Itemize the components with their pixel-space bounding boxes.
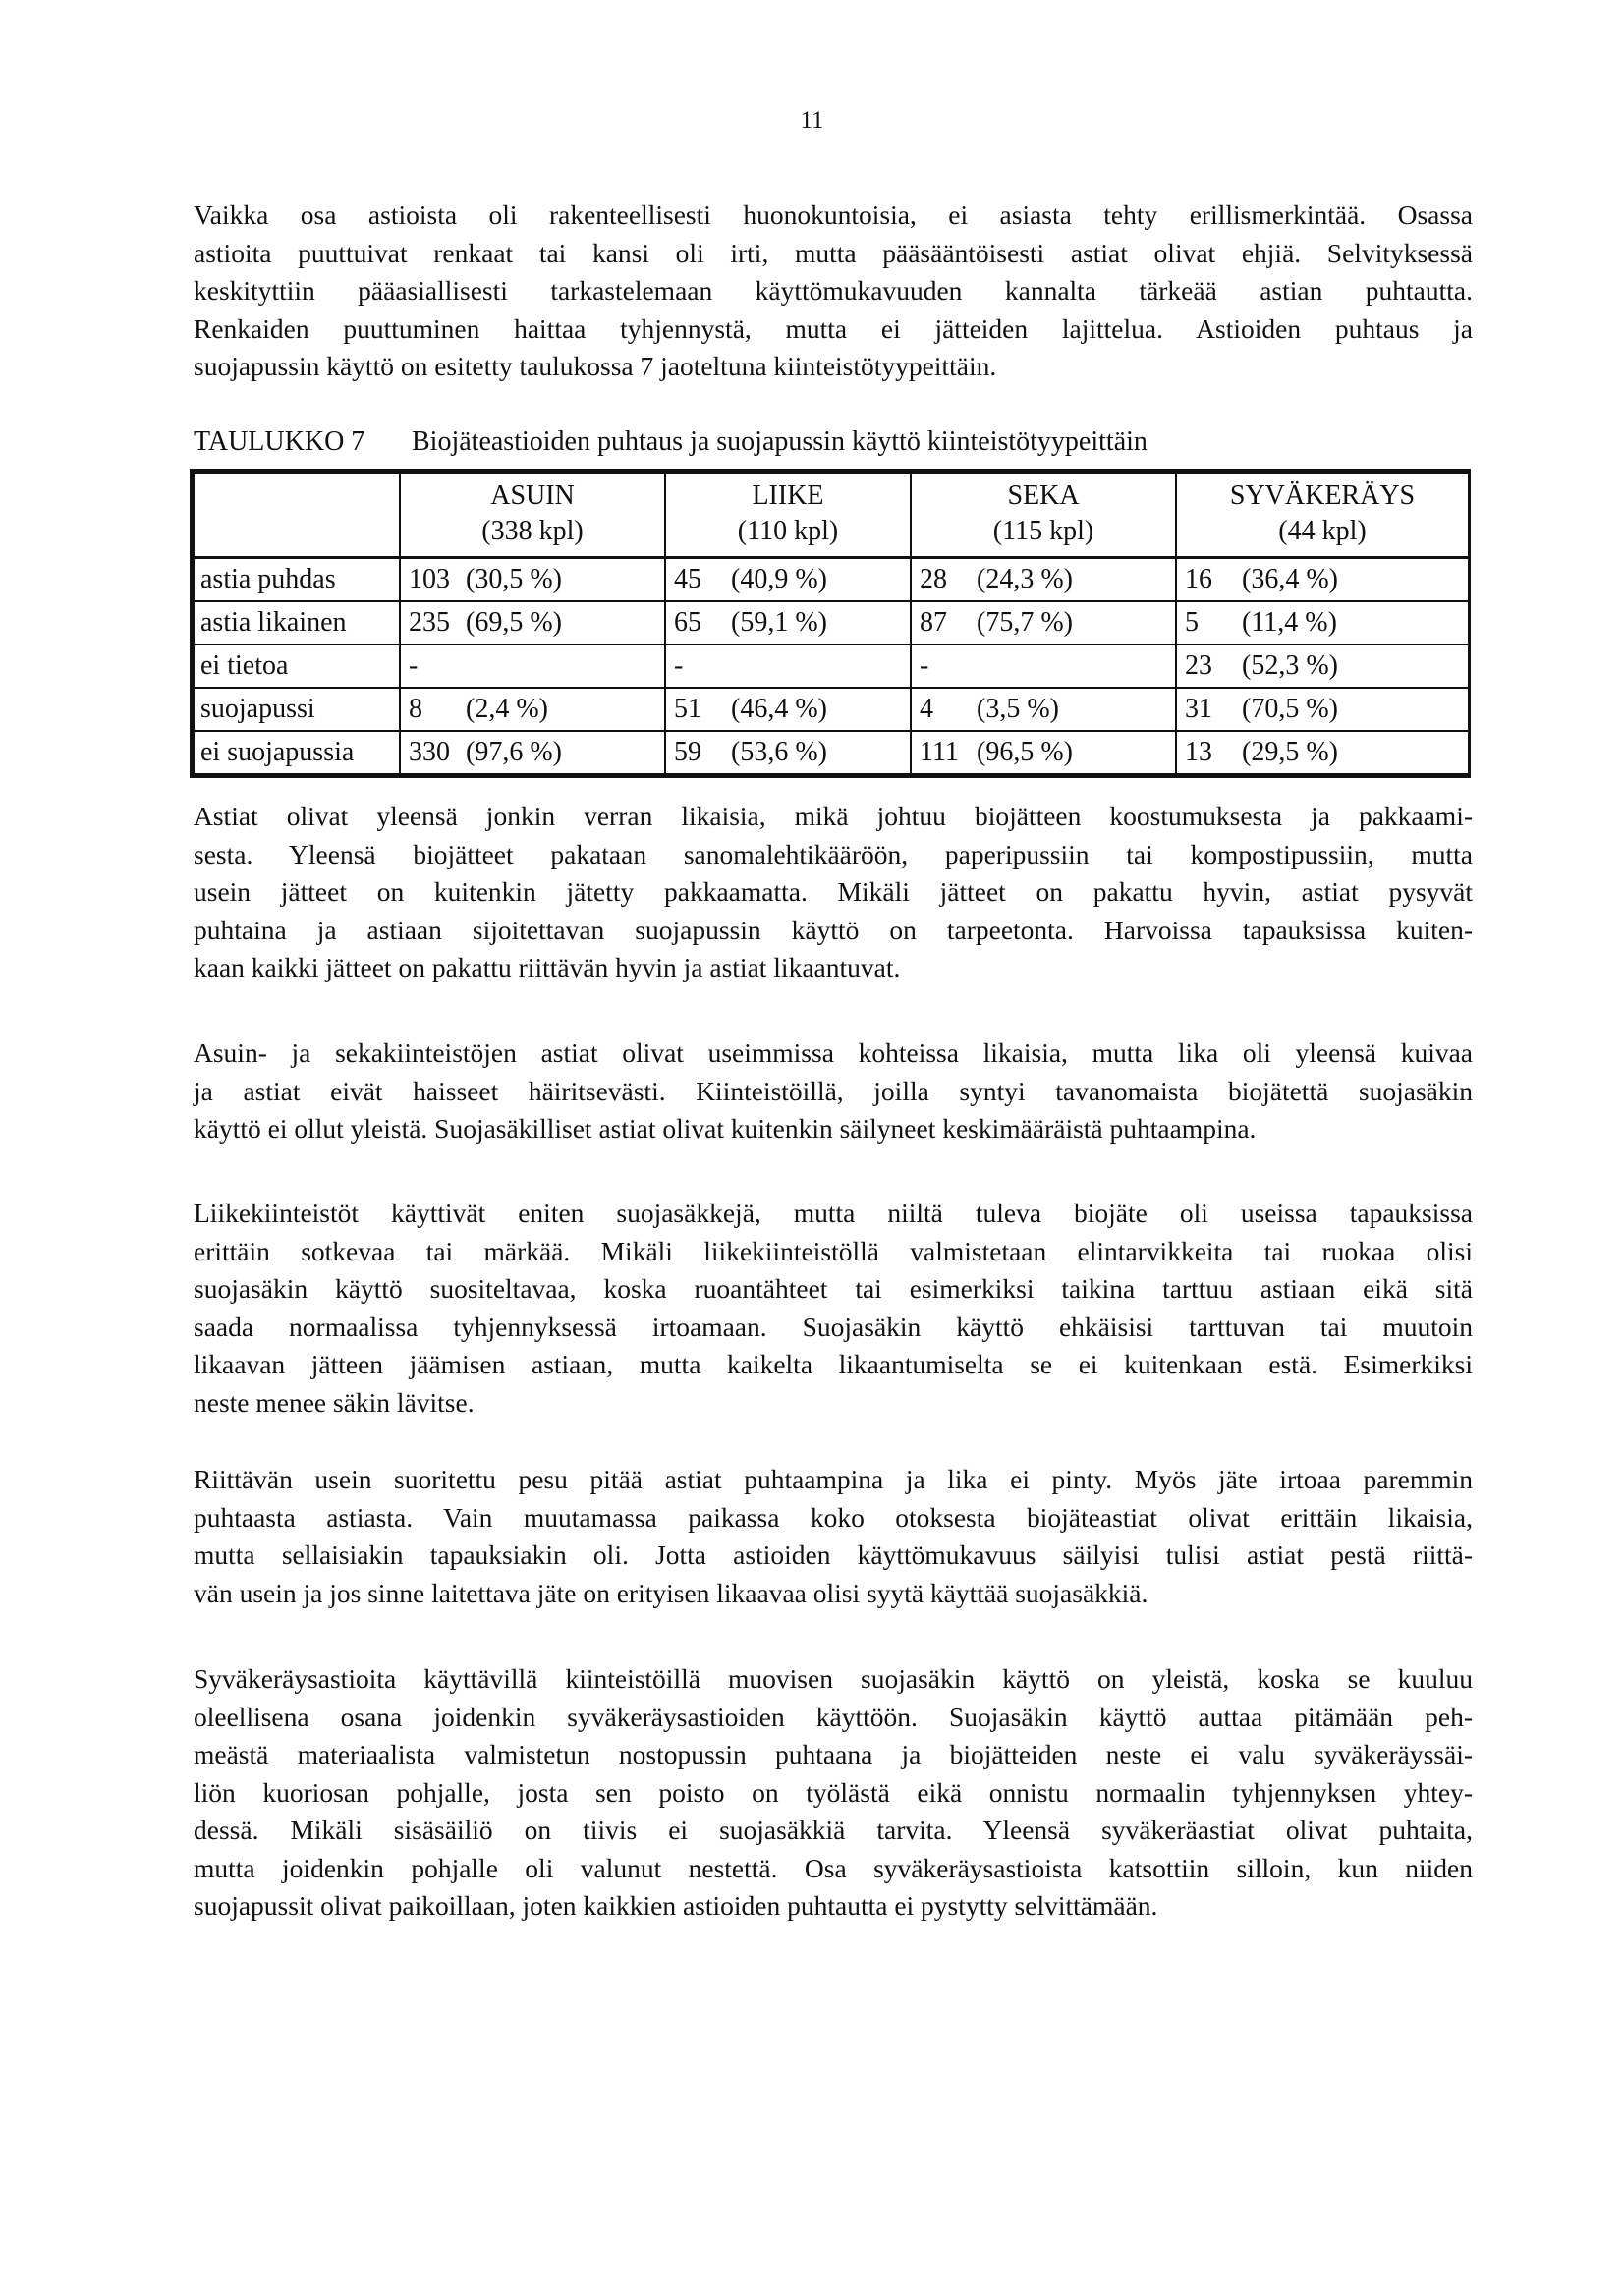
text-line: puhtaasta astiasta. Vain muutamassa paikassa koko otoksesta biojäteastiat olivat erittäin likaisia, bbox=[194, 1501, 1473, 1533]
paragraph-5 bbox=[194, 1461, 1473, 1612]
text-line: sesta. Yleensä biojätteet pakataan sanomalehtikääröön, paperipussiin tai kompostipussiin, mutta bbox=[194, 838, 1473, 869]
table-row bbox=[194, 601, 1469, 644]
table-header-row bbox=[194, 473, 1469, 558]
text-line: Liikekiinteistöt käyttivät eniten suojasäkkejä, mutta niiltä tuleva biojäte oli useissa tapauksissa bbox=[194, 1198, 1473, 1228]
text-line: usein jätteet on kuitenkin jätetty pakkaamatta. Mikäli jätteet on pakattu hyvin, astiat pysyvät bbox=[194, 876, 1473, 907]
cell-count: 5 bbox=[1185, 607, 1199, 638]
row-label: astia puhdas bbox=[194, 558, 400, 602]
table-cell bbox=[665, 731, 911, 774]
cell-percent: (40,9 %) bbox=[731, 564, 827, 594]
cell-count: - bbox=[409, 650, 419, 681]
table-cell bbox=[400, 601, 665, 644]
paragraph-3 bbox=[194, 1035, 1473, 1148]
cell-count: 111 bbox=[920, 737, 959, 767]
cell-percent: (59,1 %) bbox=[731, 607, 827, 638]
text-line: suojasäkin käyttö suositeltavaa, koska ruoantähteet tai esimerkiksi taikina tarttuu astiaan eikä sitä bbox=[194, 1273, 1473, 1304]
column-header: ASUIN (338 kpl) bbox=[400, 473, 665, 558]
table-cell bbox=[1176, 731, 1469, 774]
cell-count: 31 bbox=[1185, 694, 1212, 724]
cell-percent: (2,4 %) bbox=[466, 694, 548, 724]
text-line: puhtaina ja astiaan sijoitettavan suojapussin käyttö on tarpeetonta. Harvoissa tapauksissa kuiten- bbox=[194, 914, 1473, 945]
text-line: erittäin sotkevaa tai märkää. Mikäli liikekiinteistöllä valmistetaan elintarvikkeita tai ruokaa olisi bbox=[194, 1235, 1473, 1266]
column-header: SYVÄKERÄYS (44 kpl) bbox=[1176, 473, 1469, 558]
text-line: mutta joidenkin pohjalle oli valunut nestettä. Osa syväkeräysastioista katsottiin silloin, kun niiden bbox=[194, 1852, 1473, 1883]
cell-count: 51 bbox=[674, 694, 701, 724]
text-line: ja astiat eivät haisseet häiritsevästi. Kiinteistöillä, joilla syntyi tavanomaista biojätettä suojasäkin bbox=[194, 1075, 1473, 1106]
cell-count: 4 bbox=[920, 694, 933, 724]
cell-percent: (30,5 %) bbox=[466, 564, 562, 594]
table-cell bbox=[911, 601, 1176, 644]
table-row bbox=[194, 731, 1469, 774]
table-cell bbox=[400, 688, 665, 731]
table-corner-cell bbox=[194, 473, 400, 558]
text-line: keskityttiin pääasiallisesti tarkastelemaan käyttömukavuuden kannalta tärkeää astian puhtautta. bbox=[194, 275, 1473, 306]
cell-percent: (75,7 %) bbox=[977, 607, 1073, 638]
row-label: astia likainen bbox=[194, 601, 400, 644]
table-cell bbox=[911, 688, 1176, 731]
table-cell bbox=[1176, 558, 1469, 602]
table-caption-label: TAULUKKO 7 bbox=[194, 426, 365, 457]
table-row bbox=[194, 644, 1469, 688]
cell-count: 103 bbox=[409, 564, 450, 594]
cell-count: 45 bbox=[674, 564, 701, 594]
cell-count: 65 bbox=[674, 607, 701, 638]
row-label: ei suojapussia bbox=[194, 731, 400, 774]
table-cell bbox=[911, 644, 1176, 688]
cell-percent: (29,5 %) bbox=[1242, 737, 1338, 767]
cell-percent: (52,3 %) bbox=[1242, 650, 1338, 681]
cell-percent: (24,3 %) bbox=[977, 564, 1073, 594]
table-row bbox=[194, 688, 1469, 731]
text-line: Syväkeräysastioita käyttävillä kiinteistöillä muovisen suojasäkin käyttö on yleistä, koska se kuuluu bbox=[194, 1663, 1473, 1694]
cell-percent: (46,4 %) bbox=[731, 694, 827, 724]
cell-count: 13 bbox=[1185, 737, 1212, 767]
paragraph-6 bbox=[194, 1660, 1473, 1926]
text-line: Riittävän usein suoritettu pesu pitää astiat puhtaampina ja lika ei pinty. Myös jäte irtoaa paremmin bbox=[194, 1464, 1473, 1494]
cell-count: 23 bbox=[1185, 650, 1212, 681]
cell-percent: (3,5 %) bbox=[977, 694, 1059, 724]
cell-percent: (70,5 %) bbox=[1242, 694, 1338, 724]
cell-percent: (96,5 %) bbox=[977, 737, 1073, 767]
cell-count: 87 bbox=[920, 607, 947, 638]
cell-percent: (97,6 %) bbox=[466, 737, 562, 767]
cell-count: 59 bbox=[674, 737, 701, 767]
page-number: 11 bbox=[800, 107, 824, 134]
cell-percent: (69,5 %) bbox=[466, 607, 562, 638]
text-line: neste menee säkin lävitse. bbox=[194, 1386, 475, 1418]
text-line: mutta sellaisiakin tapauksiakin oli. Jotta astioiden käyttömukavuus säilyisi tulisi astiat pestä riittä- bbox=[194, 1540, 1473, 1570]
cell-count: - bbox=[920, 650, 929, 681]
text-line: dessä. Mikäli sisäsäiliö on tiivis ei suojasäkkiä tarvita. Yleensä syväkeräastiat olivat puhtaita, bbox=[194, 1815, 1473, 1845]
table-cell bbox=[1176, 601, 1469, 644]
paragraph-1 bbox=[194, 196, 1473, 386]
data-table-frame bbox=[190, 469, 1471, 778]
text-line: likaavan jätteen jäämisen astiaan, mutta kaikelta likaantumiselta se ei kuitenkaan estä. Esimerkiksi bbox=[194, 1349, 1473, 1379]
cell-count: 28 bbox=[920, 564, 947, 594]
text-line: käyttö ei ollut yleistä. Suojasäkilliset astiat olivat kuitenkin säilyneet keskimääräistä puhtaampina. bbox=[194, 1113, 1257, 1144]
table-cell bbox=[665, 601, 911, 644]
cell-percent: (11,4 %) bbox=[1242, 607, 1337, 638]
table-row bbox=[194, 558, 1469, 602]
table-cell bbox=[665, 688, 911, 731]
cell-percent: (53,6 %) bbox=[731, 737, 827, 767]
row-label: suojapussi bbox=[194, 688, 400, 731]
table-cell bbox=[911, 558, 1176, 602]
table-cell bbox=[665, 644, 911, 688]
text-line: suojapussin käyttö on esitetty taulukossa 7 jaoteltuna kiinteistötyypeittäin. bbox=[194, 351, 997, 381]
text-line: kaan kaikki jätteet on pakattu riittävän hyvin ja astiat likaantuvat. bbox=[194, 952, 901, 982]
table-cell bbox=[400, 644, 665, 688]
cell-percent: (36,4 %) bbox=[1242, 564, 1338, 594]
cell-count: 235 bbox=[409, 607, 450, 638]
text-line: liön kuoriosan pohjalle, josta sen poisto on työlästä eikä onnistu normaalin tyhjennyksen yhtey- bbox=[194, 1776, 1473, 1808]
text-line: suojapussit olivat paikoillaan, joten kaikkien astioiden puhtautta ei pystytty selvittämään. bbox=[194, 1890, 1158, 1921]
text-line: oleellisena osana joidenkin syväkeräysastioiden käyttöön. Suojasäkin käyttö auttaa pitämään peh- bbox=[194, 1701, 1473, 1732]
text-line: saada normaalissa tyhjennyksessä irtoamaan. Suojasäkin käyttö ehkäisisi tarttuvan tai muutoin bbox=[194, 1311, 1473, 1342]
table-cell bbox=[400, 731, 665, 774]
text-line: Astiat olivat yleensä jonkin verran likaisia, mikä johtuu biojätteen koostumuksesta ja pakkaami- bbox=[194, 801, 1473, 831]
cell-count: 16 bbox=[1185, 564, 1212, 594]
text-line: Renkaiden puuttuminen haittaa tyhjennystä, mutta ei jätteiden lajittelua. Astioiden puhtaus ja bbox=[194, 312, 1473, 344]
table-cell bbox=[911, 731, 1176, 774]
column-header: LIIKE (110 kpl) bbox=[665, 473, 911, 558]
text-line: Vaikka osa astioista oli rakenteellisesti huonokuntoisia, ei asiasta tehty erillismerkintää. Osassa bbox=[194, 199, 1473, 230]
table-cell bbox=[1176, 644, 1469, 688]
table-cell bbox=[400, 558, 665, 602]
cell-count: - bbox=[674, 650, 684, 681]
text-line: astioita puuttuivat renkaat tai kansi oli irti, mutta pääsääntöisesti astiat olivat ehjiä. Selvityksessä bbox=[194, 237, 1473, 268]
paragraph-2 bbox=[194, 798, 1473, 987]
table-caption-text: Biojäteastioiden puhtaus ja suojapussin käyttö kiinteistötyypeittäin bbox=[412, 426, 1148, 457]
cell-count: 330 bbox=[409, 737, 450, 767]
cell-count: 8 bbox=[409, 694, 422, 724]
table-cell bbox=[1176, 688, 1469, 731]
column-header: SEKA (115 kpl) bbox=[911, 473, 1176, 558]
text-line: Asuin- ja sekakiinteistöjen astiat olivat useimmissa kohteissa likaisia, mutta lika oli yleensä kuivaa bbox=[194, 1037, 1473, 1068]
table-caption bbox=[194, 425, 1148, 459]
row-label: ei tietoa bbox=[194, 644, 400, 688]
text-line: vän usein ja jos sinne laitettava jäte on erityisen likaavaa olisi syytä käyttää suojasäkkiä. bbox=[194, 1577, 1148, 1608]
paragraph-4 bbox=[194, 1195, 1473, 1422]
data-table bbox=[193, 472, 1470, 775]
table-cell bbox=[665, 558, 911, 602]
text-line: meästä materiaalista valmistetun nostopussin puhtaana ja biojätteiden neste ei valu syväkeräyssäi- bbox=[194, 1739, 1473, 1769]
